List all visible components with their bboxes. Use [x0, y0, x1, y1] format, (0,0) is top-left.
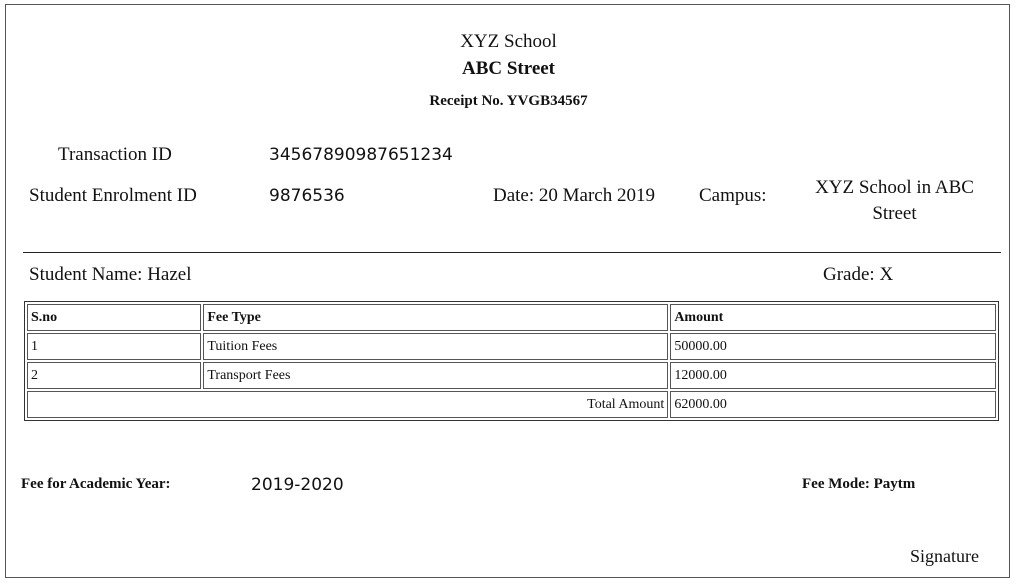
student-name: Student Name: Hazel [29, 264, 192, 285]
column-header-amount: Amount [670, 304, 996, 331]
column-header-sno: S.no [27, 304, 201, 331]
transaction-id-value: 34567890987651234 [269, 145, 453, 165]
academic-year-label: Fee for Academic Year: [21, 476, 171, 492]
divider [23, 252, 1001, 253]
receipt-date: Date: 20 March 2019 [493, 185, 655, 206]
table-row [27, 333, 996, 360]
row-fee-type: Tuition Fees [203, 333, 668, 360]
total-value: 62000.00 [670, 391, 996, 418]
fee-receipt [5, 4, 1010, 578]
column-header-fee-type: Fee Type [203, 304, 668, 331]
academic-year-value: 2019-2020 [251, 475, 344, 495]
campus-value [791, 175, 998, 227]
campus-label: Campus: [699, 185, 767, 206]
table-header-row [27, 304, 996, 331]
fee-table [24, 301, 999, 421]
receipt-number: Receipt No. YVGB34567 [429, 93, 588, 109]
row-amount: 50000.00 [670, 333, 996, 360]
signature: Signature [910, 546, 979, 566]
fee-mode: Fee Mode: Paytm [802, 476, 916, 492]
table-row [27, 362, 996, 389]
row-fee-type: Transport Fees [203, 362, 668, 389]
transaction-id-label: Transaction ID [58, 144, 172, 165]
campus-value-line1: XYZ School in ABC [815, 177, 974, 198]
total-label: Total Amount [27, 391, 668, 418]
row-sno: 2 [27, 362, 201, 389]
campus-value-line2: Street [872, 203, 917, 224]
school-name: XYZ School [460, 31, 557, 52]
row-sno: 1 [27, 333, 201, 360]
school-street: ABC Street [461, 58, 556, 79]
enrolment-id-label: Student Enrolment ID [29, 185, 197, 206]
enrolment-id-value: 9876536 [269, 186, 345, 206]
row-amount: 12000.00 [670, 362, 996, 389]
total-row [27, 391, 996, 418]
student-grade: Grade: X [823, 264, 894, 285]
